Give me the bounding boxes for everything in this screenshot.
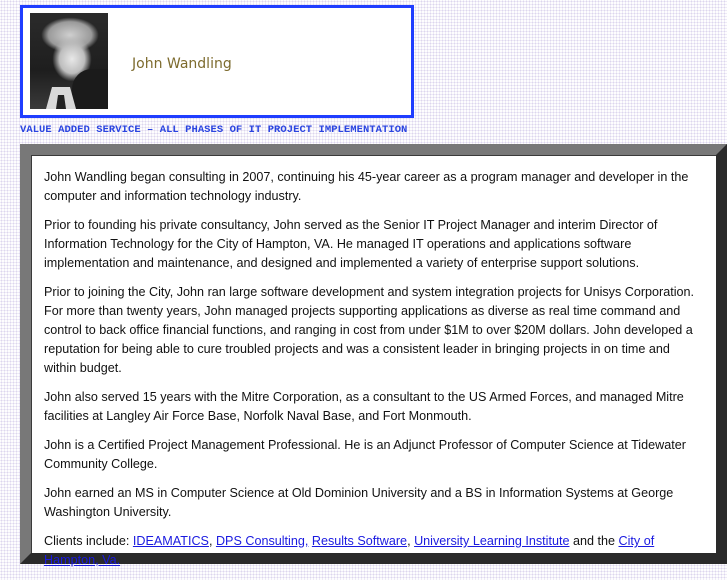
client-link-city-of-hampton[interactable]: City of Hampton, Va. <box>44 534 655 567</box>
bio-panel <box>20 144 727 567</box>
client-link-ideamatics[interactable]: IDEAMATICS <box>132 534 209 548</box>
clients-paragraph <box>44 532 704 570</box>
photo-jacket-shape <box>72 69 108 109</box>
bio-paragraph: John is a Certified Project Management Professional. He is an Adjunct Professor of Computer Science at Tidewater Community College. <box>44 438 686 471</box>
bio-paragraph: John Wandling began consulting in 2007, continuing his 45-year career as a program manager and developer in the computer and information technology industry. <box>44 170 689 203</box>
page-title: John Wandling <box>132 56 232 72</box>
bio-content <box>44 168 704 580</box>
bio-paragraph: Prior to joining the City, John ran large software development and system integration projects for Unisys Corporation. For more than twenty years, John managed projects supporting applications as diverse as real time command and control to back office financial functions, and ranging in cost from under $1M to over $20M dollars. John developed a reputation for being able to cure troubled projects and was a consistent leader in bringing projects in on time and within budget. <box>44 285 695 375</box>
bio-paragraph: John earned an MS in Computer Science at Old Dominion University and a BS in Information Systems at George Washington University. <box>44 486 674 519</box>
separator: and the <box>569 534 619 548</box>
clients-prefix: Clients include: <box>44 534 133 548</box>
separator: , <box>407 534 415 548</box>
bio-paragraph: Prior to founding his private consultancy, John served as the Senior IT Project Manager and interim Director of Information Technology for the City of Hampton, VA. He managed IT operations and applications software implementation and maintenance, and designed and implemented a variety of enterprise support solutions. <box>44 218 658 270</box>
separator: , <box>208 534 216 548</box>
profile-photo <box>30 13 108 109</box>
bio-paragraph: John also served 15 years with the Mitre Corporation, as a consultant to the US Armed Forces, and managed Mitre facilities at Langley Air Force Base, Norfolk Naval Base, and Fort Monmouth. <box>44 390 684 423</box>
header-banner <box>20 5 414 118</box>
client-link-results-software[interactable]: Results Software <box>311 534 408 548</box>
client-link-dps-consulting[interactable]: DPS Consulting, <box>215 534 309 548</box>
tagline: VALUE ADDED SERVICE – ALL PHASES OF IT PROJECT IMPLEMENTATION <box>20 124 408 136</box>
client-link-university-learning-institute[interactable]: University Learning Institute <box>414 534 570 548</box>
